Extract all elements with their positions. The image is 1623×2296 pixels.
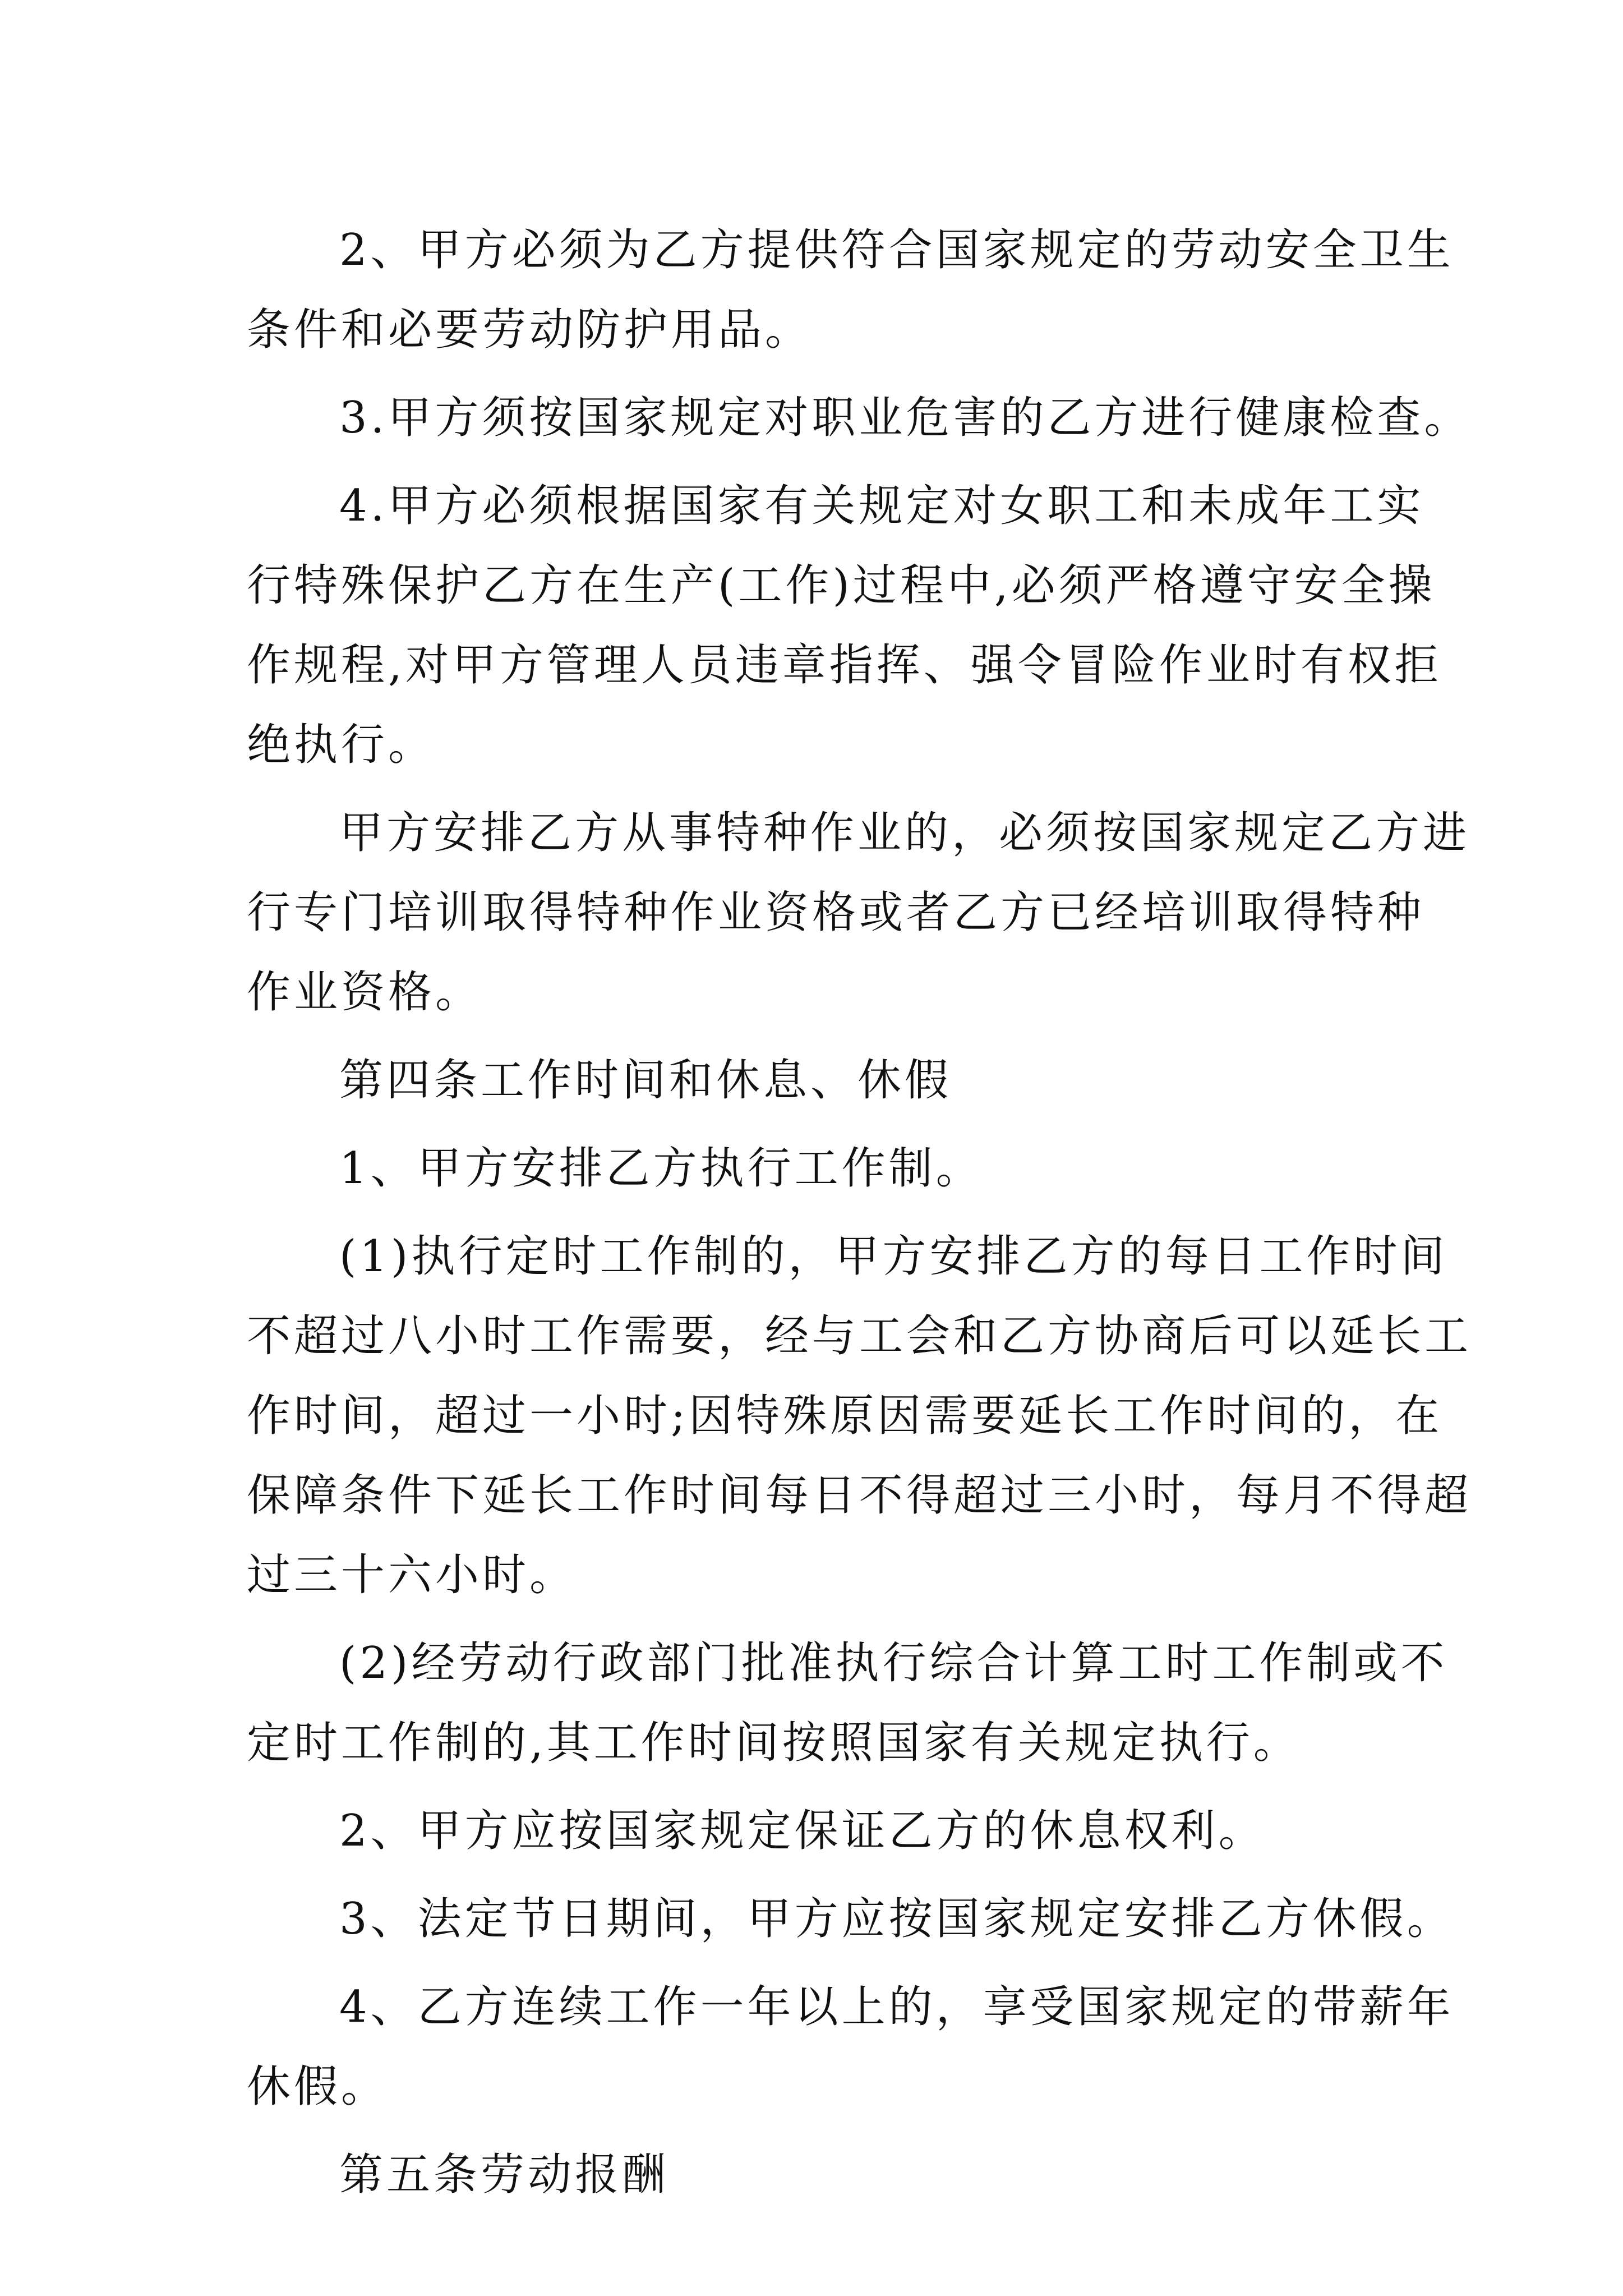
text-line: 4.甲方必须根据国家有关规定对女职工和未成年工实 xyxy=(339,481,1424,531)
paragraph-fixed-hours xyxy=(247,1217,1472,1615)
paragraph-work-system xyxy=(247,1129,1413,1208)
section-heading: 第五条劳动报酬 xyxy=(339,2150,670,2200)
text-line: 3、法定节日期间，甲方应按国家规定安排乙方休假。 xyxy=(339,1894,1454,1944)
text-line: 定时工作制的,其工作时间按照国家有关规定执行。 xyxy=(247,1718,1301,1768)
paragraph-holidays xyxy=(247,1879,1454,1959)
text-line: 3.甲方须按国家规定对职业危害的乙方进行健康检查。 xyxy=(339,393,1472,443)
text-line: (1)执行定时工作制的，甲方安排乙方的每日工作时间 xyxy=(339,1231,1448,1282)
text-line: 绝执行。 xyxy=(247,720,436,770)
text-line: 甲方安排乙方从事特种作业的，必须按国家规定乙方进 xyxy=(339,808,1470,858)
text-line: 1、甲方安排乙方执行工作制。 xyxy=(339,1143,983,1194)
section-heading: 第四条工作时间和休息、休假 xyxy=(339,1055,952,1106)
section-heading-article-4 xyxy=(247,1041,1413,1120)
text-line: 不超过八小时工作需要，经与工会和乙方协商后可以延长工 xyxy=(247,1311,1472,1361)
paragraph-special-operations xyxy=(247,793,1470,1032)
text-line: 行专门培训取得特种作业资格或者乙方已经培训取得特种 xyxy=(247,887,1425,938)
paragraph-rest-rights xyxy=(247,1791,1413,1871)
text-line: 休假。 xyxy=(247,2062,389,2112)
text-line: 行特殊保护乙方在生产(工作)过程中,必须严格遵守安全操 xyxy=(247,560,1436,611)
text-line: 条件和必要劳动防护用品。 xyxy=(247,305,813,355)
text-line: 2、甲方应按国家规定保证乙方的休息权利。 xyxy=(339,1806,1266,1856)
paragraph-health-check xyxy=(247,378,1472,458)
section-heading-article-5 xyxy=(247,2135,1413,2215)
paragraph-paid-leave xyxy=(247,1967,1454,2127)
document-body xyxy=(247,210,1472,2215)
paragraph-comprehensive-hours xyxy=(247,1623,1448,1783)
text-line: (2)经劳动行政部门批准执行综合计算工时工作制或不 xyxy=(339,1638,1448,1688)
text-line: 作时间，超过一小时;因特殊原因需要延长工作时间的，在 xyxy=(247,1391,1443,1441)
text-line: 4、乙方连续工作一年以上的，享受国家规定的带薪年 xyxy=(339,1982,1454,2032)
paragraph-safety-conditions xyxy=(247,210,1454,370)
text-line: 保障条件下延长工作时间每日不得超过三小时，每月不得超 xyxy=(247,1470,1472,1521)
text-line: 作规程,对甲方管理人员违章指挥、强令冒险作业时有权拒 xyxy=(247,640,1442,691)
text-line: 作业资格。 xyxy=(247,967,483,1018)
text-line: 2、甲方必须为乙方提供符合国家规定的劳动安全卫生 xyxy=(339,225,1454,275)
text-line: 过三十六小时。 xyxy=(247,1550,577,1600)
paragraph-special-protection xyxy=(247,466,1442,785)
